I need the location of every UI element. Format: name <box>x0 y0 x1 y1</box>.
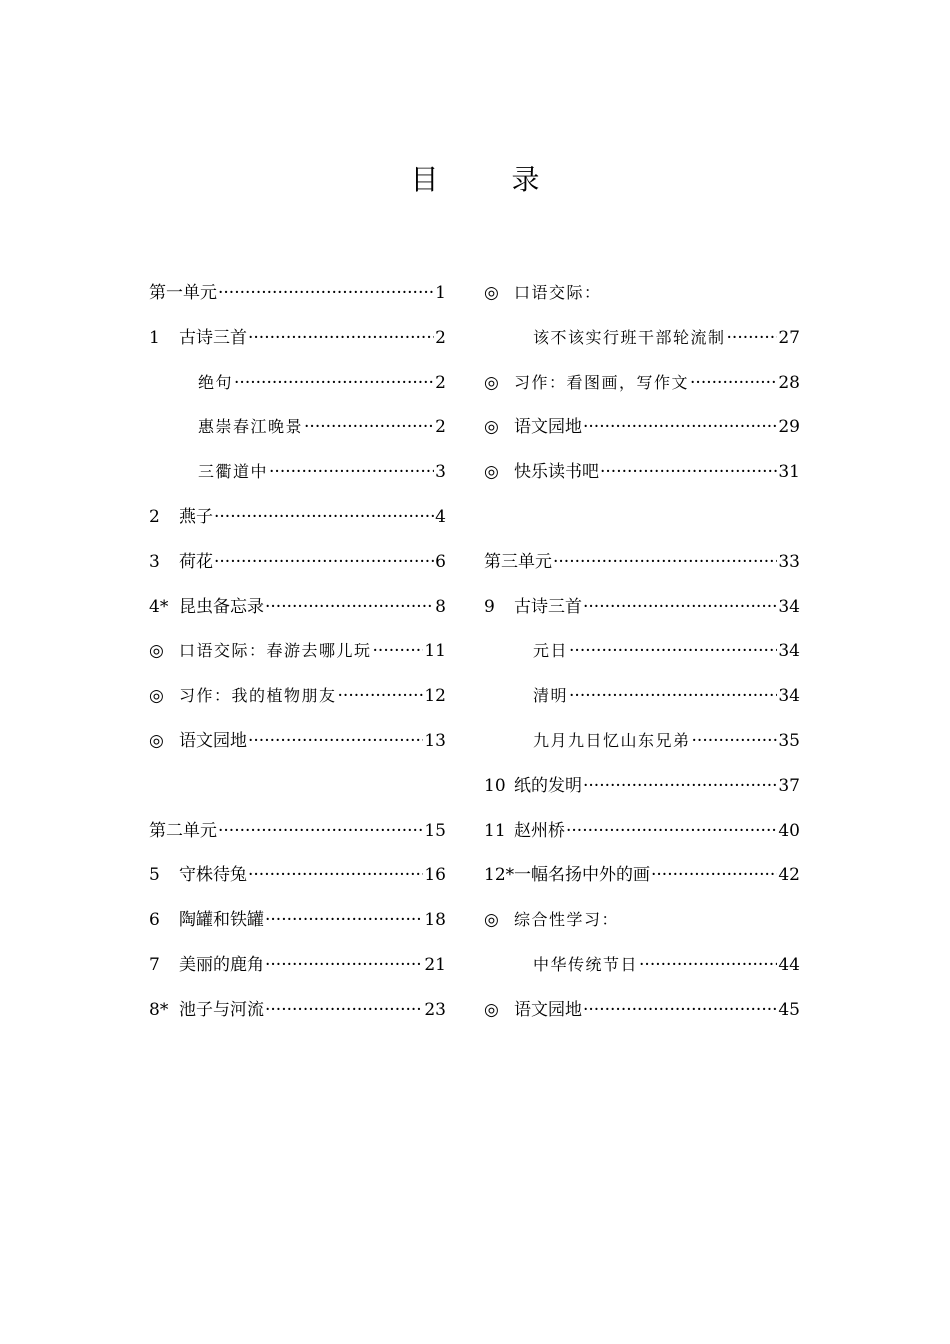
entry-title: 绝句 <box>198 372 234 392</box>
page-number: 34 <box>778 596 800 617</box>
entry-number: 3 <box>149 551 160 572</box>
toc-entry <box>484 368 800 413</box>
page-number: 37 <box>778 775 800 796</box>
dot-leader <box>639 950 777 980</box>
entry-title: 古诗三首 <box>514 596 582 617</box>
dot-leader <box>566 816 777 846</box>
entry-title: 九月九日忆山东兄弟 <box>533 730 691 750</box>
toc-entry <box>149 368 446 413</box>
page-number: 27 <box>778 327 800 348</box>
entry-title: 语文园地 <box>514 417 582 438</box>
page-number: 4 <box>435 506 446 527</box>
dot-leader <box>218 278 434 308</box>
page-number: 28 <box>778 372 800 393</box>
dot-leader <box>265 995 423 1025</box>
entry-number: 4* <box>149 596 169 617</box>
entry-title: 古诗三首 <box>179 327 247 348</box>
entry-title: 第一单元 <box>149 283 217 303</box>
page-number: 12 <box>424 686 446 707</box>
toc-entry <box>149 636 446 681</box>
toc-entry <box>484 816 800 861</box>
toc-entry <box>149 816 446 861</box>
circle-mark-icon: ◎ <box>484 372 499 393</box>
page-number: 21 <box>424 954 446 975</box>
dot-leader <box>218 816 423 846</box>
entry-number: 8* <box>149 999 169 1020</box>
dot-leader <box>234 368 434 398</box>
entry-title: 口语交际： <box>514 283 602 302</box>
toc-entry <box>149 278 446 323</box>
dot-leader <box>248 726 423 756</box>
page-number: 18 <box>424 910 446 931</box>
toc-entry <box>149 412 446 457</box>
toc-entry <box>149 771 446 816</box>
toc-entry <box>149 547 446 592</box>
page-number: 3 <box>435 462 446 483</box>
dot-leader <box>338 681 424 711</box>
dot-leader <box>373 636 424 666</box>
page-number: 8 <box>435 596 446 617</box>
entry-title: 燕子 <box>179 506 213 527</box>
toc-entry <box>149 726 446 771</box>
dot-leader <box>265 905 423 935</box>
entry-title: 该不该实行班干部轮流制 <box>533 327 726 347</box>
toc-column-left <box>149 278 446 1040</box>
toc-entry <box>149 323 446 368</box>
toc-entry <box>484 323 800 368</box>
toc-entry <box>149 457 446 502</box>
toc-entry <box>484 950 800 995</box>
circle-mark-icon: ◎ <box>484 999 499 1020</box>
page-number: 11 <box>424 641 446 662</box>
circle-mark-icon: ◎ <box>149 641 164 662</box>
dot-leader <box>727 323 778 353</box>
page-number: 44 <box>778 954 800 975</box>
dot-leader <box>248 860 423 890</box>
toc-entry <box>484 995 800 1040</box>
toc-entry <box>484 412 800 457</box>
toc-entry <box>149 995 446 1040</box>
page-number: 40 <box>778 820 800 841</box>
entry-number: 11 <box>484 820 506 841</box>
page-number: 42 <box>778 865 800 886</box>
toc-entry <box>484 592 800 637</box>
entry-title: 快乐读书吧 <box>514 462 599 483</box>
circle-mark-icon: ◎ <box>484 462 499 483</box>
dot-leader <box>583 771 777 801</box>
toc-column-right <box>484 278 800 1040</box>
circle-mark-icon: ◎ <box>149 686 164 707</box>
dot-leader <box>265 592 434 622</box>
dot-leader <box>569 636 777 666</box>
entry-number: 12* <box>484 865 515 886</box>
page-number: 2 <box>435 327 446 348</box>
dot-leader <box>304 412 434 442</box>
entry-title: 综合性学习： <box>514 910 620 930</box>
toc-entry <box>149 950 446 995</box>
dot-leader <box>553 547 777 577</box>
entry-title: 荷花 <box>179 551 213 572</box>
page-number: 31 <box>778 462 800 483</box>
circle-mark-icon: ◎ <box>484 417 499 438</box>
entry-title: 美丽的鹿角 <box>179 954 264 975</box>
entry-title: 元日 <box>533 641 569 661</box>
entry-title: 口语交际：春游去哪儿玩 <box>179 641 372 661</box>
page-number: 34 <box>778 686 800 707</box>
page-number: 33 <box>778 551 800 572</box>
entry-title: 陶罐和铁罐 <box>179 910 264 931</box>
toc-entry <box>484 547 800 592</box>
toc-entry <box>484 636 800 681</box>
dot-leader <box>214 502 434 532</box>
toc-entry <box>484 726 800 771</box>
toc-entry <box>149 592 446 637</box>
toc-entry <box>484 905 800 950</box>
dot-leader <box>569 681 777 711</box>
page-number: 35 <box>778 730 800 751</box>
page-number: 2 <box>435 417 446 438</box>
entry-number: 1 <box>149 327 160 348</box>
entry-title: 池子与河流 <box>179 999 264 1020</box>
entry-title: 中华传统节日 <box>533 954 639 974</box>
page-number: 23 <box>424 999 446 1020</box>
entry-title: 语文园地 <box>514 999 582 1020</box>
entry-title: 守株待兔 <box>179 865 247 886</box>
entry-title: 赵州桥 <box>514 820 565 841</box>
dot-leader <box>583 412 777 442</box>
toc-entry <box>149 905 446 950</box>
page-number: 6 <box>435 551 446 572</box>
page-number: 15 <box>424 820 446 841</box>
entry-title: 语文园地 <box>179 730 247 751</box>
page-number: 34 <box>778 641 800 662</box>
toc-entry <box>484 681 800 726</box>
dot-leader <box>583 592 777 622</box>
toc-entry <box>149 502 446 547</box>
toc-entry <box>484 860 800 905</box>
dot-leader <box>692 726 778 756</box>
entry-title: 昆虫备忘录 <box>179 596 264 617</box>
toc-entry <box>484 278 800 323</box>
entry-title: 纸的发明 <box>514 775 582 796</box>
entry-title: 第三单元 <box>484 551 552 572</box>
toc-entry <box>149 860 446 905</box>
entry-title: 清明 <box>533 686 569 706</box>
dot-leader <box>269 457 434 487</box>
page-number: 2 <box>435 372 446 393</box>
toc-entry <box>484 771 800 816</box>
page-number: 29 <box>778 417 800 438</box>
entry-title: 第二单元 <box>149 820 217 841</box>
page-number: 13 <box>424 730 446 751</box>
circle-mark-icon: ◎ <box>484 910 499 931</box>
dot-leader <box>583 995 777 1025</box>
page-number: 45 <box>778 999 800 1020</box>
entry-title: 惠崇春江晚景 <box>198 417 304 437</box>
toc-entry <box>484 502 800 547</box>
entry-number: 9 <box>484 596 495 617</box>
toc-entry <box>484 457 800 502</box>
entry-number: 7 <box>149 954 160 975</box>
entry-number: 10 <box>484 775 506 796</box>
circle-mark-icon: ◎ <box>484 283 499 303</box>
dot-leader <box>248 323 434 353</box>
entry-title: 习作：我的植物朋友 <box>179 686 337 706</box>
dot-leader <box>690 368 777 398</box>
dot-leader <box>651 860 777 890</box>
entry-number: 2 <box>149 506 160 527</box>
entry-title: 三衢道中 <box>198 462 269 482</box>
page-number: 1 <box>435 283 446 303</box>
entry-number: 5 <box>149 865 160 886</box>
entry-number: 6 <box>149 910 160 931</box>
circle-mark-icon: ◎ <box>149 730 164 751</box>
entry-title: 习作：看图画，写作文 <box>514 372 690 392</box>
toc-entry <box>149 681 446 726</box>
dot-leader <box>265 950 423 980</box>
entry-title: 一幅名扬中外的画 <box>514 865 650 886</box>
dot-leader <box>600 457 777 487</box>
dot-leader <box>214 547 434 577</box>
page-title: 目 录 <box>410 163 572 196</box>
page-number: 16 <box>424 865 446 886</box>
